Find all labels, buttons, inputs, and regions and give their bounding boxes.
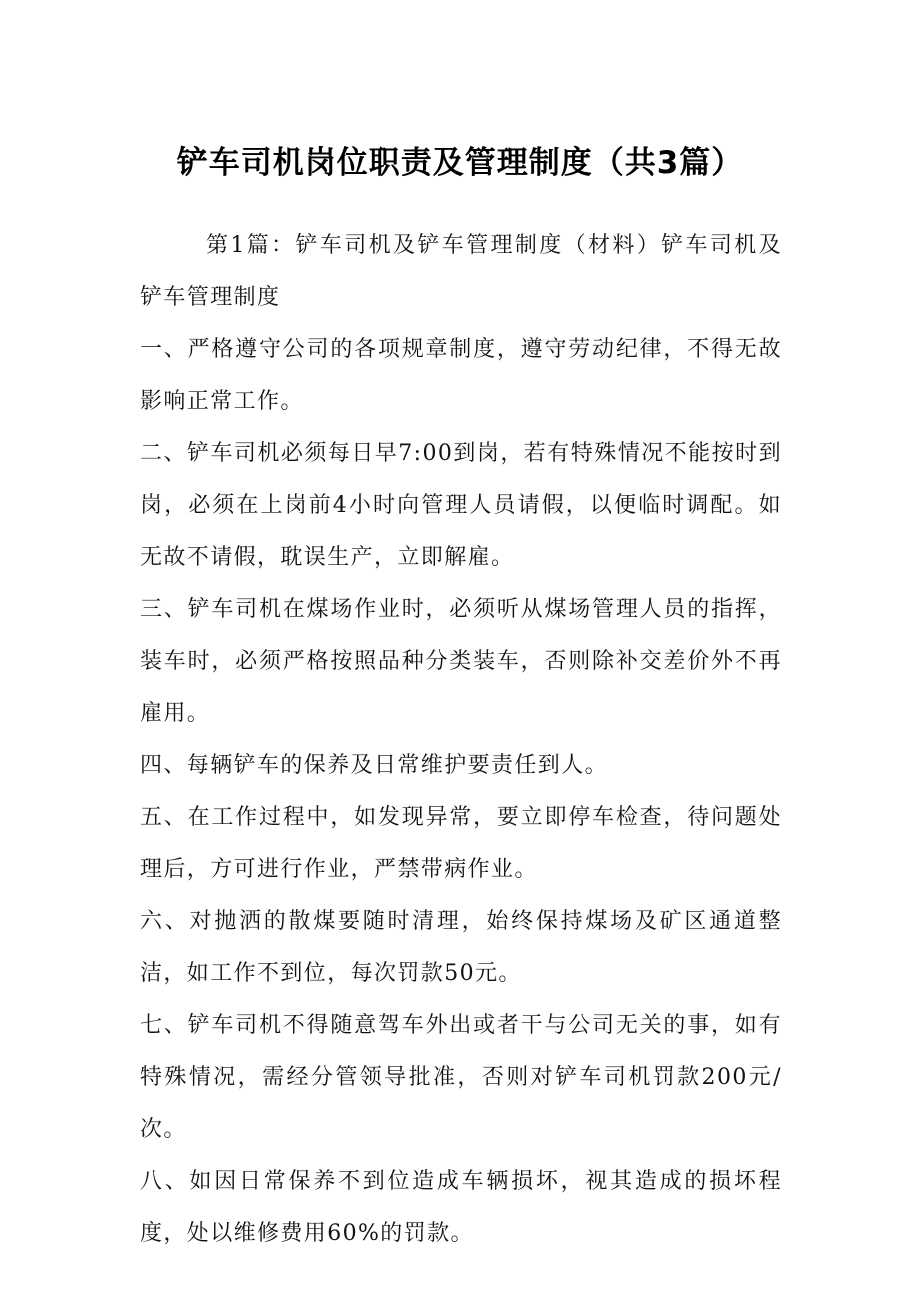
- intro-paragraph: 第1篇：铲车司机及铲车管理制度（材料）铲车司机及铲车管理制度: [140, 233, 782, 310]
- document-title: 铲车司机岗位职责及管理制度（共3篇）: [176, 145, 744, 181]
- rule-paragraph-1: 一、严格遵守公司的各项规章制度，遵守劳动纪律，不得无故影响正常工作。: [140, 337, 782, 414]
- document-body: [140, 220, 782, 1260]
- rule-paragraph-5: 五、在工作过程中，如发现异常，要立即停车检查，待问题处理后，方可进行作业，严禁带病作业。: [140, 805, 782, 882]
- rule-paragraph-4: 四、每辆铲车的保养及日常维护要责任到人。: [140, 753, 609, 778]
- rule-paragraph-2: 二、铲车司机必须每日早7:00到岗，若有特殊情况不能按时到岗，必须在上岗前4小时向管理人员请假，以便临时调配。如无故不请假，耽误生产，立即解雇。: [140, 441, 782, 570]
- rule-paragraph-7: 七、铲车司机不得随意驾车外出或者干与公司无关的事，如有特殊情况，需经分管领导批准，否则对铲车司机罚款200元/次。: [140, 1013, 782, 1142]
- rule-paragraph-3: 三、铲车司机在煤场作业时，必须听从煤场管理人员的指挥，装车时，必须严格按照品种分类装车，否则除补交差价外不再雇用。: [140, 597, 782, 726]
- rule-paragraph-8: 八、如因日常保养不到位造成车辆损坏，视其造成的损坏程度，处以维修费用60%的罚款。: [140, 1169, 782, 1246]
- rule-paragraph-6: 六、对抛洒的散煤要随时清理，始终保持煤场及矿区通道整洁，如工作不到位，每次罚款50元。: [140, 909, 782, 986]
